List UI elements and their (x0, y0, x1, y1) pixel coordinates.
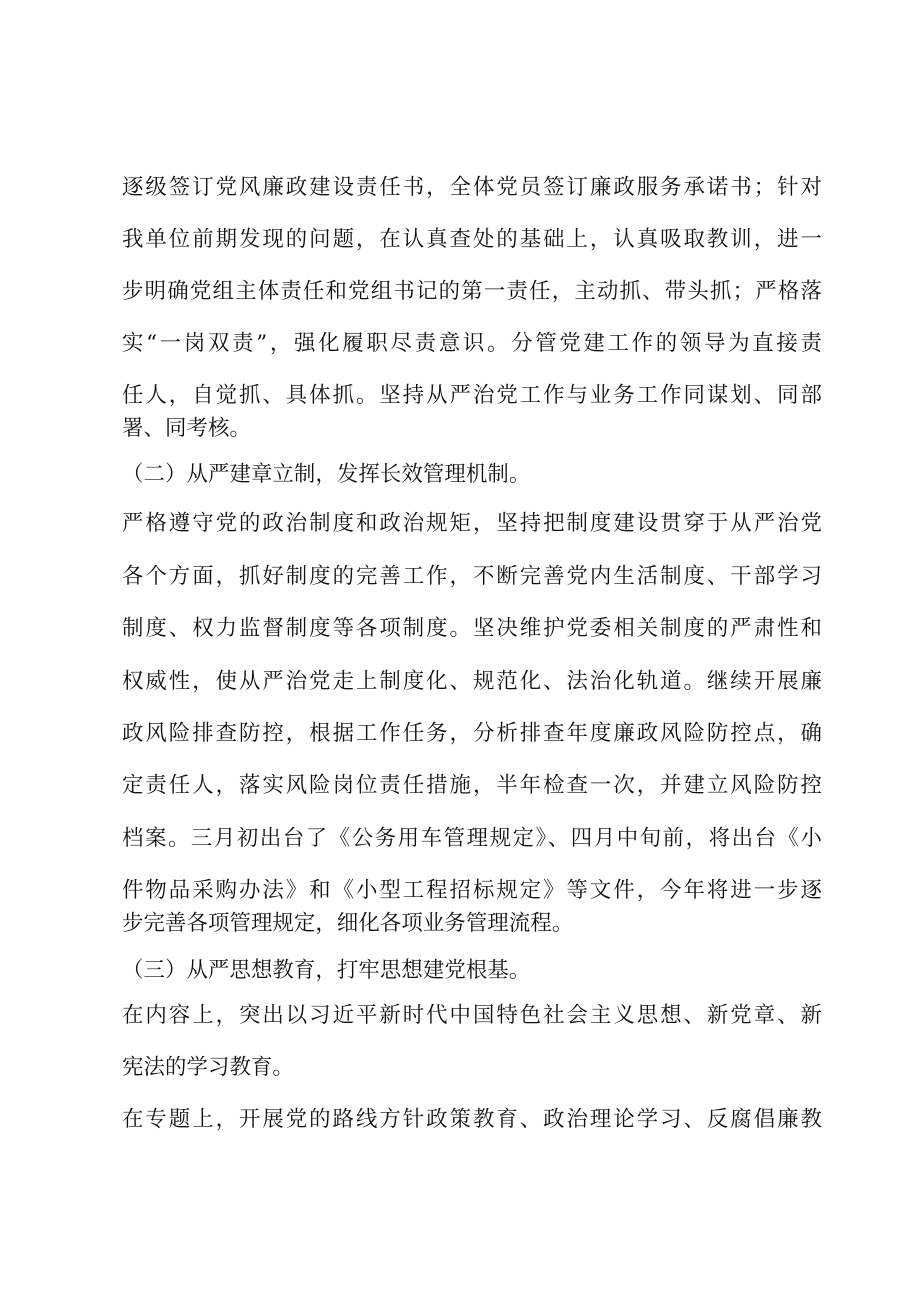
section-heading: （三）从严思想教育，打牢思想建党根基。 (122, 958, 531, 983)
paragraph-line: 任人，自觉抓、具体抓。坚持从严治党工作与业务工作同谋划、同部 (122, 383, 822, 408)
paragraph-line: 逐级签订党风廉政建设责任书，全体党员签订廉政服务承诺书；针对 (122, 175, 822, 200)
paragraph-line: 宪法的学习教育。 (122, 1055, 294, 1080)
paragraph-line: 制度、权力监督制度等各项制度。坚决维护党委相关制度的严肃性和 (122, 616, 822, 641)
paragraph-line: 步完善各项管理规定，细化各项业务管理流程。 (122, 911, 574, 936)
paragraph-line: 档案。三月初出台了《公务用车管理规定》、四月中旬前，将出台《小 (122, 826, 822, 851)
paragraph-line: 政风险排查防控，根据工作任务，分析排查年度廉政风险防控点，确 (122, 721, 822, 746)
paragraph-line: 定责任人，落实风险岗位责任措施，半年检查一次，并建立风险防控 (122, 773, 822, 798)
paragraph-line: 权威性，使从严治党走上制度化、规范化、法治化轨道。继续开展廉 (122, 669, 822, 694)
paragraph-line: 我单位前期发现的问题，在认真查处的基础上，认真吸取教训，进一 (122, 227, 822, 252)
paragraph-line: 步明确党组主体责任和党组书记的第一责任，主动抓、带头抓；严格落 (122, 279, 822, 304)
paragraph-line: 严格遵守党的政治制度和政治规矩，坚持把制度建设贯穿于从严治党 (122, 511, 822, 536)
paragraph-line: 在内容上，突出以习近平新时代中国特色社会主义思想、新党章、新 (122, 1003, 822, 1028)
paragraph-line: 各个方面，抓好制度的完善工作，不断完善党内生活制度、干部学习 (122, 564, 822, 589)
paragraph-line: 实“一岗双责”，强化履职尽责意识。分管党建工作的领导为直接责 (122, 331, 822, 356)
section-heading: （二）从严建章立制，发挥长效管理机制。 (122, 462, 531, 487)
paragraph-line: 在专题上，开展党的路线方针政策教育、政治理论学习、反腐倡廉教 (122, 1107, 822, 1132)
paragraph-line: 件物品采购办法》和《小型工程招标规定》等文件，今年将进一步逐 (122, 878, 822, 903)
paragraph-line: 署、同考核。 (122, 416, 251, 441)
